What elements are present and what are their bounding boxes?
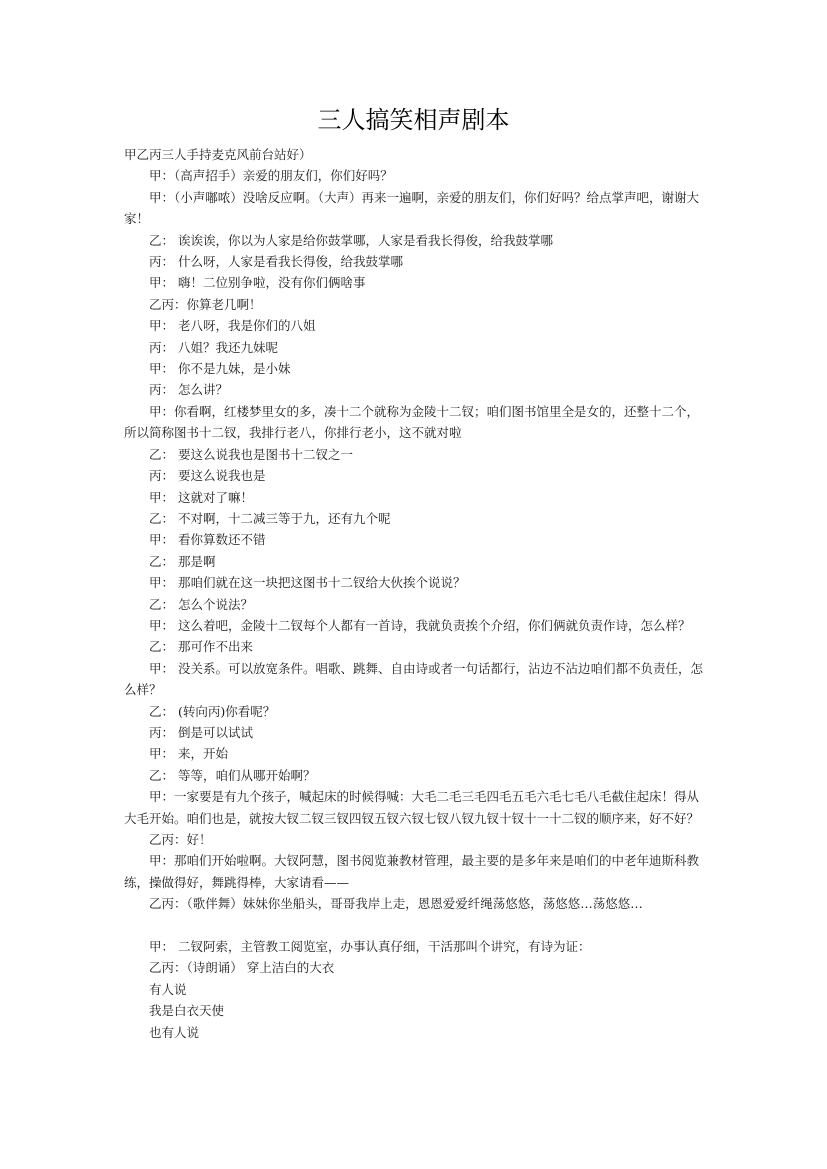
script-line: 乙丙：（诗朗诵） 穿上洁白的大衣 — [149, 960, 335, 976]
script-line: 丙： 要这么说我也是 — [149, 468, 266, 484]
script-line: 乙： 等等，咱们从哪开始啊？ — [149, 767, 316, 783]
script-line: 丙： 怎么讲？ — [149, 382, 228, 398]
script-line: 甲： 这就对了嘛！ — [149, 489, 253, 505]
script-line: 甲： 嗨！二位别争啦，没有你们俩啥事 — [149, 275, 366, 291]
script-line: 乙丙：（歌伴舞）妹妹你坐船头，哥哥我岸上走，恩恩爱爱纤绳荡悠悠，荡悠悠…荡悠悠… — [149, 896, 643, 912]
script-line: 乙： 那可作不出来 — [149, 639, 253, 655]
script-line: 甲：你看啊，红楼梦里女的多，凑十二个就称为金陵十二钗；咱们图书馆里全是女的，还整十二个，所以简称图书十二钗，我排行老八，你排行老小，这不就对啦 — [124, 403, 700, 441]
script-line: 甲： 你不是九妹，是小妹 — [149, 361, 291, 377]
script-line: 甲： 没关系。可以放宽条件。唱歌、跳舞、自由诗或者一句话都行，沾边不沾边咱们都不负责任，怎么样？ — [124, 660, 703, 698]
script-line: 乙： 不对啊，十二减三等于九，还有九个呢 — [149, 510, 391, 526]
script-line: 甲： 来，开始 — [149, 746, 228, 762]
script-line: 甲： 看你算数还不错 — [149, 532, 266, 548]
script-line: 甲乙丙三人手持麦克风前台站好） — [124, 147, 312, 162]
script-line: 甲： 那咱们就在这一块把这图书十二钗给大伙挨个说说？ — [149, 575, 466, 591]
script-line: 甲： 老八呀，我是你们的八姐 — [149, 318, 316, 334]
script-line: 丙： 什么呀，人家是看我长得俊，给我鼓掌哪 — [149, 254, 403, 270]
script-line: 甲： 二钗阿索，主管教工阅览室，办事认真仔细，干活那叫个讲究，有诗为证： — [149, 939, 591, 955]
script-line: 乙： 诶诶诶，你以为人家是给你鼓掌哪，人家是看我长得俊，给我鼓掌哪 — [149, 232, 553, 248]
script-line: 丙： 八姐？我还九妹呢 — [149, 339, 278, 355]
script-line: 甲：（高声招手）亲爱的朋友们，你们好吗？ — [149, 168, 393, 184]
script-line: 有人说 — [149, 981, 187, 997]
script-line: 甲：那咱们开始啦啊。大钗阿慧，图书阅览兼教材管理，最主要的是多年来是咱们的中老年迪斯科教练，操做得好，舞跳得棒，大家请看—— — [124, 853, 700, 890]
script-line: 乙： 怎么个说法？ — [149, 596, 253, 612]
script-body — [124, 144, 703, 1043]
script-line: 甲：一家要是有九个孩子，喊起床的时候得喊：大毛二毛三毛四毛五毛六毛七毛八毛截住起床！得从大毛开始。咱们也是，就按大钗二钗三钗四钗五钗六钗七钗八钗九钗十钗十一十二钗的顺序来，好不好？ — [124, 789, 700, 826]
document-title: 三人搞笑相声剧本 — [317, 106, 510, 134]
script-line: 乙： 要这么说我也是图书十二钗之一 — [149, 446, 353, 462]
script-line: 丙： 倒是可以试试 — [149, 724, 253, 740]
script-line: 乙丙：你算老几啊！ — [149, 296, 262, 312]
script-line: 乙丙：好！ — [149, 832, 212, 847]
script-line: 甲：（小声嘟哝）没啥反应啊。（大声）再来一遍啊，亲爱的朋友们，你们好吗？给点掌声吧，谢谢大家！ — [124, 189, 700, 227]
blank-line — [124, 915, 703, 936]
script-line: 也有人说 — [149, 1024, 200, 1040]
script-line: 乙： (转向丙)你看呢？ — [149, 703, 276, 719]
script-line: 我是白衣天使 — [149, 1003, 225, 1019]
script-line: 甲： 这么着吧，金陵十二钗每个人都有一首诗，我就负责挨个介绍，你们俩就负责作诗，怎么样？ — [149, 617, 691, 633]
script-line: 乙： 那是啊 — [149, 553, 216, 569]
